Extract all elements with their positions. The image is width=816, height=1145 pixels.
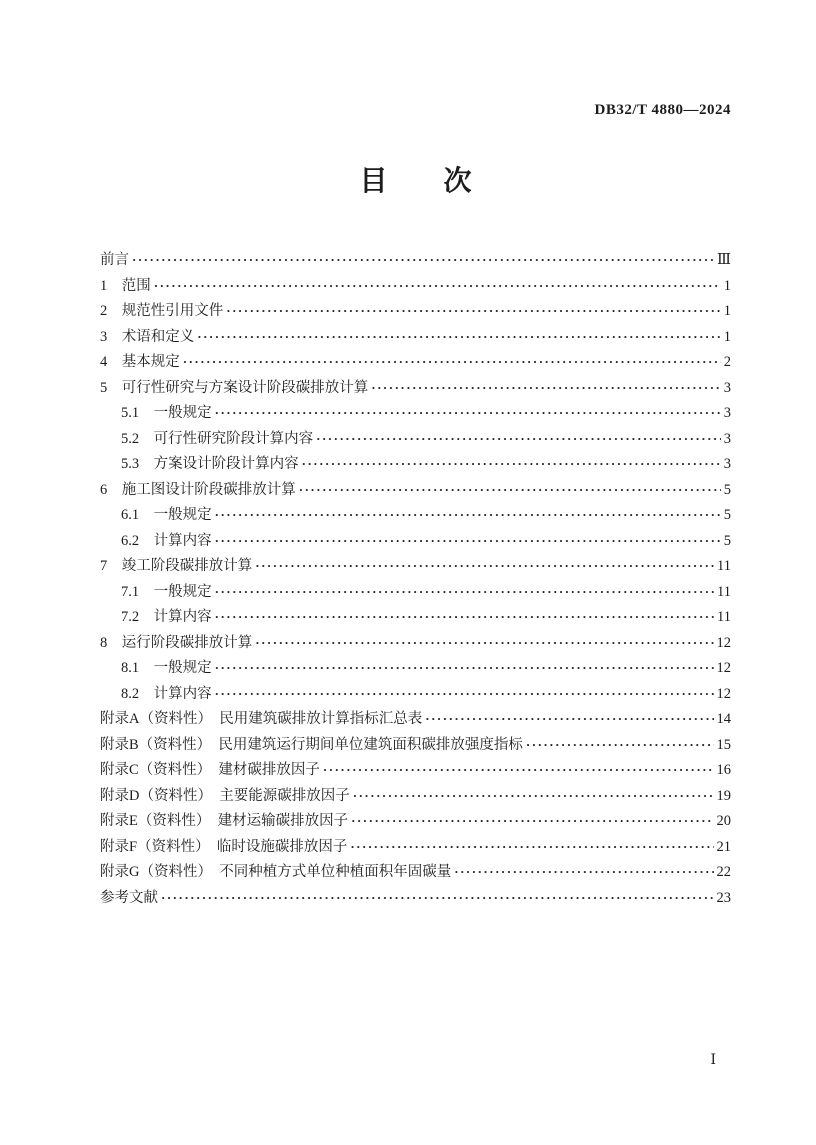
toc-entry-label: 5.3 方案设计阶段计算内容: [121, 456, 299, 472]
toc-entry-label: 8 运行阶段碳排放计算: [100, 634, 253, 651]
dotted-leader: [154, 273, 721, 300]
page-footer: [710, 1052, 716, 1069]
toc-entry: [100, 324, 731, 350]
toc-entry-label: 4 基本规定: [100, 354, 180, 370]
dotted-leader: [215, 579, 714, 606]
toc-entry: [100, 477, 731, 503]
dotted-leader: [215, 681, 714, 708]
toc-entry: [100, 273, 731, 299]
toc-entry-page: 5: [723, 507, 731, 523]
toc-entry-page: 11: [717, 583, 731, 600]
toc-entry: [100, 885, 731, 911]
toc-entry-label: 附录A（资料性） 民用建筑碳排放计算指标汇总表: [100, 711, 423, 727]
toc-entry-page: 15: [716, 736, 731, 753]
toc-entry-label: 6.1 一般规定: [121, 507, 212, 523]
dotted-leader: [183, 349, 721, 376]
toc-entry-label: 附录D（资料性） 主要能源碳排放因子: [100, 787, 350, 804]
toc-entry-label: 8.1 一般规定: [121, 660, 212, 676]
toc-entry-page: 20: [716, 813, 731, 829]
toc-entry-label: 附录G（资料性） 不同种植方式单位种植面积年固碳量: [100, 864, 452, 880]
toc-entry: [100, 400, 731, 426]
toc-entry-label: 2 规范性引用文件: [100, 303, 224, 319]
toc-entry-label: 5 可行性研究与方案设计阶段碳排放计算: [100, 379, 369, 396]
dotted-leader: [215, 655, 714, 682]
toc-entry-page: 23: [716, 889, 731, 906]
toc-entry-page: 1: [723, 277, 731, 294]
page-number: Ⅰ: [710, 1053, 716, 1068]
toc-entry-page: 3: [723, 456, 731, 472]
toc-entry-label: 附录B（资料性） 民用建筑运行期间单位建筑面积碳排放强度指标: [100, 736, 523, 753]
toc-entry: [100, 783, 731, 809]
dotted-leader: [323, 757, 714, 784]
toc-entry: [100, 859, 731, 885]
toc-entry-page: 21: [716, 838, 731, 855]
toc-entry: [100, 834, 731, 860]
dotted-leader: [299, 477, 721, 504]
toc-entry-page: 19: [716, 787, 731, 804]
toc-entry-page: 1: [723, 328, 731, 345]
toc-entry-label: 附录C（资料性） 建材碳排放因子: [100, 762, 320, 778]
toc-entry: [100, 604, 731, 630]
toc-entry-label: 附录E（资料性） 建材运输碳排放因子: [100, 813, 349, 829]
dotted-leader: [371, 375, 721, 402]
toc-entry: [100, 502, 731, 528]
toc-entry-label: 7 竣工阶段碳排放计算: [100, 558, 253, 574]
toc-entry: [100, 349, 731, 375]
toc-entry-label: 8.2 计算内容: [121, 685, 212, 702]
toc-entry-page: 2: [723, 354, 731, 370]
toc-entry-label: 7.2 计算内容: [121, 609, 212, 625]
dotted-leader: [215, 502, 721, 529]
document-header: [100, 102, 731, 119]
dotted-leader: [353, 783, 714, 810]
standard-number: DB32/T 4880—2024: [594, 102, 731, 118]
toc-list: [100, 247, 731, 910]
toc-entry: [100, 375, 731, 401]
dotted-leader: [255, 553, 714, 580]
toc-entry: [100, 426, 731, 452]
dotted-leader: [316, 426, 721, 453]
toc-entry: [100, 247, 731, 273]
toc-entry: [100, 579, 731, 605]
toc-entry: [100, 553, 731, 579]
toc-entry-label: 3 术语和定义: [100, 328, 195, 345]
dotted-leader: [161, 885, 714, 912]
dotted-leader: [197, 324, 721, 351]
dotted-leader: [215, 400, 721, 427]
toc-entry: [100, 808, 731, 834]
toc-entry: [100, 630, 731, 656]
dotted-leader: [226, 298, 721, 325]
toc-entry: [100, 732, 731, 758]
dotted-leader: [351, 808, 713, 835]
dotted-leader: [215, 604, 714, 631]
dotted-leader: [526, 732, 714, 759]
toc-entry: [100, 451, 731, 477]
toc-entry-page: 3: [723, 430, 731, 447]
toc-entry-page: 11: [717, 609, 731, 625]
toc-entry: [100, 706, 731, 732]
toc-entry-page: Ⅲ: [717, 252, 731, 268]
toc-entry-page: 14: [716, 711, 731, 727]
toc-entry-page: 12: [716, 634, 731, 651]
toc-entry: [100, 655, 731, 681]
toc-entry: [100, 757, 731, 783]
toc-entry: [100, 528, 731, 554]
toc-entry-label: 7.1 一般规定: [121, 583, 212, 600]
toc-entry-page: 16: [716, 762, 731, 778]
toc-entry: [100, 681, 731, 707]
toc-entry: [100, 298, 731, 324]
toc-entry-label: 1 范围: [100, 277, 151, 294]
toc-entry-page: 5: [723, 532, 731, 549]
dotted-leader: [302, 451, 721, 478]
dotted-leader: [215, 528, 721, 555]
toc-entry-label: 附录F（资料性） 临时设施碳排放因子: [100, 838, 348, 855]
toc-entry-label: 参考文献: [100, 889, 158, 906]
dotted-leader: [255, 630, 713, 657]
toc-entry-label: 6.2 计算内容: [121, 532, 212, 549]
dotted-leader: [132, 247, 714, 274]
toc-entry-label: 6 施工图设计阶段碳排放计算: [100, 481, 296, 498]
toc-entry-page: 12: [716, 660, 731, 676]
page-title: 目 次: [359, 166, 486, 197]
toc-entry-page: 12: [716, 685, 731, 702]
toc-entry-label: 前言: [100, 252, 129, 268]
toc-entry-label: 5.1 一般规定: [121, 405, 212, 421]
toc-entry-page: 3: [723, 379, 731, 396]
toc-entry-page: 11: [717, 558, 731, 574]
dotted-leader: [454, 859, 713, 886]
dotted-leader: [425, 706, 713, 733]
toc-entry-page: 5: [723, 481, 731, 498]
toc-entry-label: 5.2 可行性研究阶段计算内容: [121, 430, 314, 447]
toc-entry-page: 1: [723, 303, 731, 319]
dotted-leader: [350, 834, 713, 861]
toc-entry-page: 3: [723, 405, 731, 421]
toc-entry-page: 22: [716, 864, 731, 880]
